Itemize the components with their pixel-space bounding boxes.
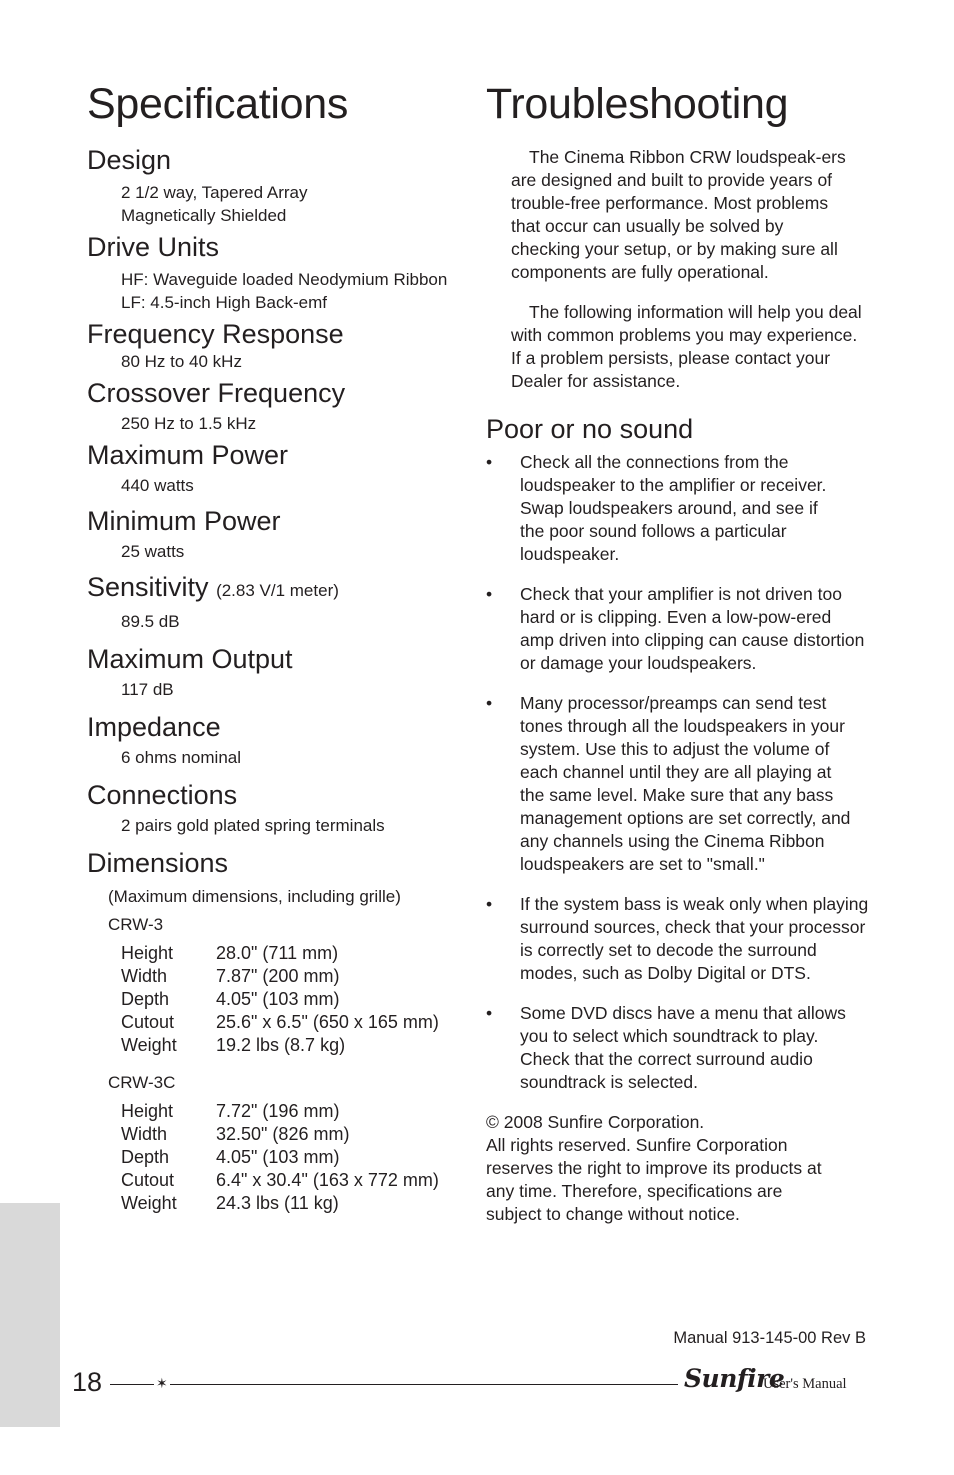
table-row: [121, 988, 439, 1011]
troubleshooting-column: [486, 78, 876, 1226]
spec-value: 80 Hz to 40 kHz: [121, 352, 242, 371]
dimension-value: 4.05" (103 mm): [216, 1147, 340, 1167]
manual-number: Manual 913-145-00 Rev B: [673, 1329, 866, 1347]
spec-crossover-frequency: [87, 377, 467, 435]
spec-maximum-output: [87, 643, 467, 701]
page-number: 18: [72, 1367, 103, 1397]
dimension-label: Weight: [121, 1035, 177, 1055]
spec-qualifier: (2.83 V/1 meter): [216, 581, 339, 600]
table-row: [121, 1100, 439, 1123]
table-row: [121, 942, 439, 965]
list-item: [486, 451, 840, 566]
model-name: CRW-3C: [108, 1073, 176, 1092]
spec-heading: Design: [87, 145, 172, 175]
spec-value: 2 pairs gold plated spring terminals: [121, 816, 385, 835]
section-heading-poor-sound: Poor or no sound: [486, 414, 694, 444]
dimension-label: Cutout: [121, 1012, 175, 1032]
list-item: [486, 583, 865, 675]
rights-text: All rights reserved. Sunfire Corporation reserves the right to improve its products at any time. Therefore, specifications are subject to change without notice.: [486, 1135, 822, 1224]
spec-value: 440 watts: [121, 476, 194, 495]
dimension-value: 25.6" x 6.5" (650 x 165 mm): [216, 1012, 439, 1032]
list-item-text: Many processor/preamps can send test tones through all the loudspeakers in your system. Use this to adjust the volume of each channel until they are all playing at the same level. Make sure that any bass management options are set correctly, and any channels using the Cinema Ribbon loudspeakers are set to "small.": [520, 693, 851, 874]
bullet-marker: •: [486, 1003, 493, 1023]
table-row: [121, 965, 439, 988]
dimension-value: 28.0" (711 mm): [216, 943, 339, 963]
spec-heading: Drive Units: [87, 232, 220, 262]
dimension-label: Width: [121, 1124, 168, 1144]
spec-dimensions: [87, 847, 467, 1215]
spec-heading-text: Sensitivity: [87, 572, 209, 602]
spec-heading: Maximum Power: [87, 440, 289, 470]
spec-drive-units: [87, 231, 467, 314]
table-row: [121, 1192, 439, 1215]
list-item-text: If the system bass is weak only when playing surround sources, check that your processor is correctly set to decode the surround modes, such as Dolby Digital or DTS.: [520, 894, 869, 983]
intro-paragraph: The following information will help you deal with common problems you may experience. If a problem persists, please contact your Dealer for assistance.: [511, 302, 862, 391]
list-item-text: Some DVD discs have a menu that allows you to select which soundtrack to play. Check that the correct surround audio soundtrack is selected.: [520, 1003, 846, 1092]
dimension-label: Depth: [121, 1147, 170, 1167]
list-item: [486, 1002, 860, 1094]
spec-value: 250 Hz to 1.5 kHz: [121, 414, 257, 433]
table-row: [121, 1146, 439, 1169]
dimension-value: 7.72" (196 mm): [216, 1101, 340, 1121]
spec-value: 25 watts: [121, 542, 185, 561]
dimension-label: Cutout: [121, 1170, 175, 1190]
dimension-value: 24.3 lbs (11 kg): [216, 1193, 339, 1213]
dimension-value: 6.4" x 30.4" (163 x 772 mm): [216, 1170, 439, 1190]
list-item: [486, 893, 870, 985]
page-footer: [0, 1360, 954, 1410]
intro-paragraph: The Cinema Ribbon CRW loudspeak-ers are designed and built to provide years of trouble-free performance. Most problems that occur can usually be solved by checking your setup, or by making sure all components are fully operational.: [511, 147, 846, 282]
copyright-line: © 2008 Sunfire Corporation.: [486, 1112, 705, 1132]
dimensions-table-crw-3c: [121, 1100, 439, 1215]
spec-heading: Minimum Power: [87, 506, 281, 536]
spec-value: 117 dB: [121, 680, 174, 699]
dimension-label: Depth: [121, 989, 170, 1009]
dimension-value: 7.87" (200 mm): [216, 966, 340, 986]
spec-value: HF: Waveguide loaded Neodymium Ribbon: [121, 270, 448, 289]
table-row: [121, 1034, 439, 1057]
troubleshooting-list: [486, 451, 876, 1094]
sunfire-logo: Sunfire: [684, 1364, 785, 1393]
bullet-marker: •: [486, 693, 493, 713]
spec-value: Magnetically Shielded: [121, 206, 287, 225]
dimension-label: Weight: [121, 1193, 177, 1213]
list-item: [486, 692, 860, 876]
dimension-value: 19.2 lbs (8.7 kg): [216, 1035, 346, 1055]
specifications-column: [87, 78, 467, 1223]
spec-connections: [87, 779, 467, 837]
table-row: [121, 1011, 439, 1034]
dimension-value: 32.50" (826 mm): [216, 1124, 350, 1144]
spec-value: 89.5 dB: [121, 612, 180, 631]
users-manual-label: User's Manual: [763, 1376, 847, 1392]
dimensions-note: (Maximum dimensions, including grille): [108, 887, 401, 906]
dimension-label: Height: [121, 943, 174, 963]
specifications-title: Specifications: [87, 80, 349, 128]
spec-maximum-power: [87, 439, 467, 497]
dimension-value: 4.05" (103 mm): [216, 989, 340, 1009]
bullet-marker: •: [486, 584, 493, 604]
star-ornament-icon: ✶: [156, 1375, 168, 1391]
spec-impedance: [87, 711, 467, 769]
spec-heading: Connections: [87, 780, 238, 810]
spec-design: [87, 144, 467, 227]
table-row: [121, 1123, 439, 1146]
spec-heading: Dimensions: [87, 848, 229, 878]
spec-sensitivity: [87, 571, 467, 633]
spec-value: 6 ohms nominal: [121, 748, 242, 767]
spec-minimum-power: [87, 505, 467, 563]
spec-heading: [87, 571, 467, 607]
bullet-marker: •: [486, 452, 493, 472]
footer-rule: [110, 1384, 678, 1385]
copyright-notice: [486, 1111, 838, 1226]
dimension-label: Height: [121, 1101, 174, 1121]
spec-heading: Maximum Output: [87, 644, 293, 674]
spec-value: LF: 4.5-inch High Back-emf: [121, 293, 327, 312]
dimensions-table-crw-3: [121, 942, 439, 1057]
table-row: [121, 1169, 439, 1192]
dimension-label: Width: [121, 966, 168, 986]
list-item-text: Check that your amplifier is not driven too hard or is clipping. Even a low-pow-ered amp driven into clipping can cause distortion or damage your loudspeakers.: [520, 584, 865, 673]
spec-heading: Crossover Frequency: [87, 378, 346, 408]
troubleshooting-title: Troubleshooting: [486, 80, 789, 128]
spec-value: 2 1/2 way, Tapered Array: [121, 183, 308, 202]
spec-heading: Frequency Response: [87, 319, 344, 349]
spec-frequency-response: [87, 318, 467, 373]
list-item-text: Check all the connections from the loudspeaker to the amplifier or receiver. Swap loudspeakers around, and see if the poor sound follows a particular loudspeaker.: [520, 452, 827, 564]
spec-heading: Impedance: [87, 712, 221, 742]
bullet-marker: •: [486, 894, 493, 914]
model-name: CRW-3: [108, 915, 164, 934]
